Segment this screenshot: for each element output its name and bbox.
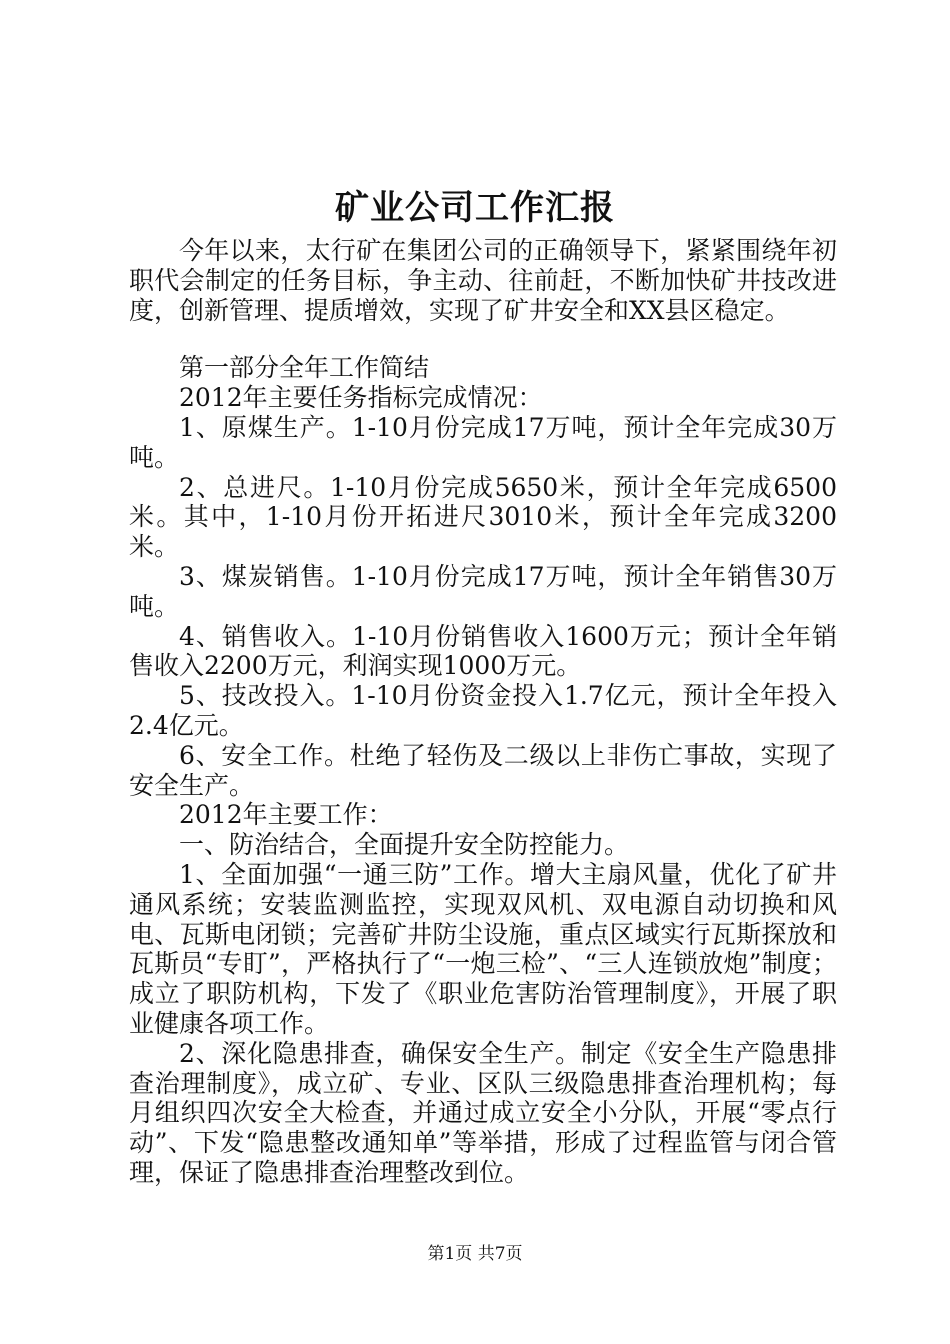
paragraph-intro: 今年以来，太行矿在集团公司的正确领导下，紧紧围绕年初职代会制定的任务目标，争主动、往前赶，不断加快矿井技改进度，创新管理、提质增效，实现了矿井安全和XX县区稳定。 bbox=[129, 236, 837, 325]
subsection-heading: 2012年主要任务指标完成情况： bbox=[179, 383, 543, 413]
paragraph-item: 1、全面加强“一通三防”工作。增大主扇风量，优化了矿井通风系统；安装监测监控，实现双风机、双电源自动切换和风电、瓦斯电闭锁；完善矿井防尘设施，重点区域实行瓦斯探放和瓦斯员“专盯”，严格执行了“一炮三检”、“三人连锁放炮”制度；成立了职防机构，下发了《职业危害防治管理制度》，开展了职业健康各项工作。 bbox=[129, 859, 837, 1038]
paragraph-item: 3、煤炭销售。1-10月份完成17万吨，预计全年销售30万吨。 bbox=[129, 561, 837, 621]
paragraph-item: 2、深化隐患排查，确保安全生产。制定《安全生产隐患排查治理制度》，成立矿、专业、区队三级隐患排查治理机构；每月组织四次安全大检查，并通过成立安全小分队，开展“零点行动”、下发“隐患整改通知单”等举措，形成了过程监管与闭合管理，保证了隐患排查治理整改到位。 bbox=[129, 1038, 837, 1187]
paragraph-item: 1、原煤生产。1-10月份完成17万吨，预计全年完成30万吨。 bbox=[129, 412, 837, 472]
page-footer: 第1页 共7页 bbox=[427, 1244, 523, 1264]
paragraph-item: 4、销售收入。1-10月份销售收入1600万元；预计全年销售收入2200万元，利润实现1000万元。 bbox=[129, 621, 837, 681]
document-body bbox=[129, 236, 837, 1188]
subsection-heading: 2012年主要工作： bbox=[179, 800, 393, 830]
document-title: 矿业公司工作汇报 bbox=[335, 188, 615, 228]
paragraph-item: 6、安全工作。杜绝了轻伤及二级以上非伤亡事故，实现了安全生产。 bbox=[129, 740, 837, 800]
section-heading: 第一部分全年工作简结 bbox=[179, 353, 430, 383]
paragraph-item: 5、技改投入。1-10月份资金投入1.7亿元，预计全年投入2.4亿元。 bbox=[129, 681, 837, 740]
paragraph-item: 2、总进尺。1-10月份完成5650米，预计全年完成6500米。其中，1-10月份开拓进尺3010米，预计全年完成3200米。 bbox=[129, 472, 837, 562]
subsection-heading: 一、防治结合，全面提升安全防控能力。 bbox=[179, 830, 630, 860]
